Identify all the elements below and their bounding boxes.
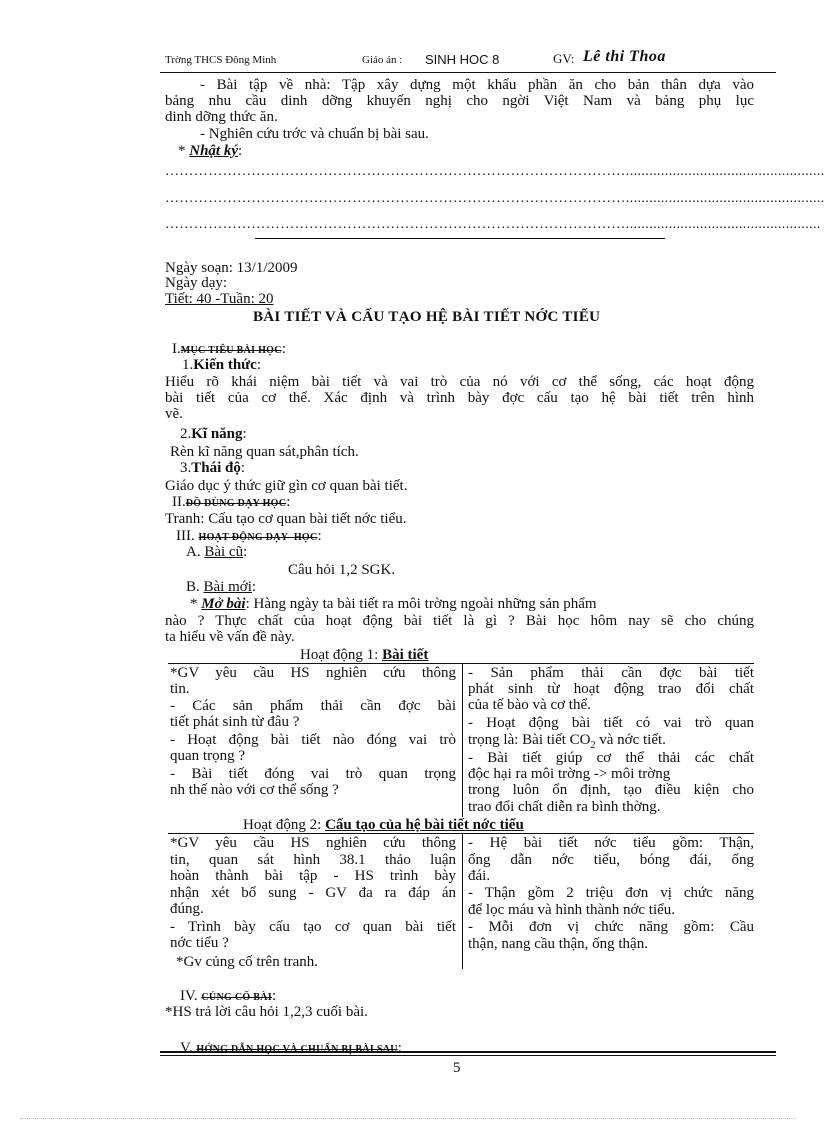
activity2-left-line: *Gv củng cố trên tranh. <box>176 954 319 970</box>
homework-line-2: bảng nhu cầu dinh dỡng khuyến nghị cho ngời Việt Nam và bảng phụ lục <box>165 93 754 109</box>
page-number: 5 <box>453 1060 461 1076</box>
consolidation-colon: : <box>271 988 277 1004</box>
attitude-colon: : <box>240 460 246 476</box>
activities-title: HOẠT ĐỘNG DẠY- HỌC <box>198 532 318 543</box>
activity2-heading <box>243 818 524 833</box>
date-taught: Ngày dạy: <box>165 275 228 291</box>
old-lesson-text: Câu hỏi 1,2 SGK. <box>288 562 396 578</box>
school-name: Trờng THCS Đông Minh <box>165 54 277 66</box>
old-lesson-colon: : <box>243 544 248 560</box>
footer-rule-thick <box>160 1051 776 1053</box>
objectives-heading <box>172 342 286 358</box>
activity1-right-line: độc hại ra môi trờng -> môi trờng <box>468 766 671 782</box>
activity1-left-line: tiết phát sinh từ đâu ? <box>170 714 300 730</box>
materials-text: Tranh: Cấu tạo cơ quan bài tiết nớc tiểu. <box>165 511 407 527</box>
consolidation-num: IV. <box>180 988 198 1004</box>
materials-title: ĐỒ DÙNG DẠY HỌC <box>185 498 287 509</box>
activity1-left-line: - Hoạt động bài tiết nào đóng vai trò <box>170 732 456 748</box>
intro-line-3: ta hiểu về vấn đề này. <box>165 629 295 645</box>
diary-dots-3: …………………………………………………………………………………….................................................. <box>165 217 821 232</box>
materials-num: II. <box>172 494 186 510</box>
old-lesson-heading <box>186 545 247 560</box>
activity1-heading <box>300 648 428 663</box>
intro-line-1 <box>190 597 597 612</box>
diary-colon: : <box>238 143 243 159</box>
knowledge-line-3: vẽ. <box>165 406 183 422</box>
knowledge-heading <box>182 358 261 373</box>
page-header <box>165 48 755 71</box>
activity1-right-line: - Sản phẩm thải cần đợc bài tiết <box>468 665 754 681</box>
diary-label: Nhật ký <box>189 143 238 159</box>
intro-text-1: : Hàng ngày ta bài tiết ra môi trờng ngoài những sản phẩm <box>245 596 597 612</box>
activity2-right-line: thận, nang cầu thận, ống thận. <box>468 936 648 952</box>
homework-line-3: dinh dỡng thức ăn. <box>165 109 278 125</box>
activity1-left-line: *GV yêu cầu HS nghiên cứu thông <box>170 665 456 681</box>
activity2-left-line: - Trình bày cấu tạo cơ quan bài tiết <box>170 919 456 935</box>
activity2-right-line: - Thận gồm 2 triệu đơn vị chức năng <box>468 885 754 901</box>
knowledge-line-2: bài tiết của cơ thể. Xác định và trình bày đợc cấu tạo hệ bài tiết trên hình <box>165 390 754 406</box>
date-prepared: Ngày soạn: 13/1/2009 <box>165 260 298 276</box>
skill-heading <box>180 427 247 442</box>
co2-subscript: 2 <box>590 740 596 751</box>
activity2-column-divider <box>462 833 463 969</box>
activities-heading <box>176 529 322 545</box>
diary-dots-1: ……………………………………………………………………………………................................................... <box>165 164 825 179</box>
activity2-left-line: đúng. <box>170 901 204 917</box>
skill-label: Kĩ năng <box>191 426 243 442</box>
period-week: Tiết: 40 -Tuần: 20 <box>165 291 274 307</box>
activity1-left-line: quan trọng ? <box>170 748 245 764</box>
objectives-num: I. <box>172 341 181 357</box>
skill-text: Rèn kĩ năng quan sát,phân tích. <box>170 444 359 460</box>
materials-colon: : <box>286 494 291 510</box>
co2-text: trọng là: Bài tiết CO <box>468 732 591 748</box>
diary-line <box>178 144 242 159</box>
activity2-table-top <box>168 833 754 834</box>
knowledge-line-1: Hiểu rõ khái niệm bài tiết và vai trò của nó với cơ thể sống, các hoạt động <box>165 374 754 390</box>
activity1-right-line: trao đổi chất diễn ra bình thờng. <box>468 799 661 815</box>
activity1-right-line: - Hoạt động bài tiết có vai trò quan <box>468 715 754 731</box>
lesson-title: BÀI TIẾT VÀ CẤU TẠO HỆ BÀI TIẾT NỚC TIỂU <box>253 309 601 325</box>
objectives-colon: : <box>281 341 286 357</box>
knowledge-num: 1. <box>182 357 194 373</box>
activity1-prefix: Hoạt động 1: <box>300 647 383 663</box>
activities-colon: : <box>317 528 322 544</box>
knowledge-colon: : <box>256 357 262 373</box>
activity1-right-line: phát sinh từ hoạt động trao đổi chất <box>468 681 754 697</box>
attitude-text: Giáo dục ý thức giữ gìn cơ quan bài tiết. <box>165 478 408 494</box>
materials-heading <box>172 495 290 511</box>
activity1-column-divider <box>462 663 463 817</box>
subject-name: SINH HOC 8 <box>425 52 500 67</box>
activity2-right-line: để lọc máu và hình thành nớc tiểu. <box>468 902 676 918</box>
activity2-left-line: hoàn thành bài tập - HS trình bày <box>170 868 456 884</box>
activity2-right-line: đái. <box>468 868 491 884</box>
skill-colon: : <box>242 426 247 442</box>
footer-rule-thin <box>160 1055 776 1056</box>
activity2-right-line: - Hệ bài tiết nớc tiểu gồm: Thận, <box>468 835 754 851</box>
new-lesson-heading <box>186 580 256 595</box>
new-lesson-label: Bài mới <box>203 579 252 595</box>
guidance-colon: : <box>397 1040 402 1056</box>
header-rule <box>160 72 776 73</box>
new-lesson-num: B. <box>186 579 200 595</box>
consolidation-heading <box>180 989 276 1005</box>
intro-label: Mở bài <box>201 596 246 612</box>
activity2-left-line: nhận xét bổ sung - GV đa ra đáp án <box>170 885 456 901</box>
activity2-left-line: tin, quan sát hình 38.1 thảo luận <box>170 852 456 868</box>
lesson-plan-label: Giáo án : <box>362 54 403 66</box>
activity1-right-line: của tế bào và cơ thể. <box>468 697 591 713</box>
diary-star: * <box>178 143 186 159</box>
activity2-left-line: *GV yêu cầu HS nghiên cứu thông <box>170 835 456 851</box>
activity1-right-line: - Bài tiết giúp cơ thể thải các chất <box>468 750 754 766</box>
homework-line-1: - Bài tập về nhà: Tập xây dựng một khẩu phần ăn cho bản thân dựa vào <box>200 77 754 93</box>
objectives-title: MỤC TIÊU BÀI HỌC <box>180 345 282 356</box>
activity1-left-line: - Các sản phẩm thải cần đợc bài <box>170 698 456 714</box>
activity2-left-line: nớc tiểu ? <box>170 935 229 951</box>
research-note: - Nghiên cứu trớc và chuẩn bị bài sau. <box>200 126 429 142</box>
co2-tail: và nớc tiết. <box>595 732 666 748</box>
new-lesson-colon: : <box>251 579 257 595</box>
attitude-num: 3. <box>180 460 192 476</box>
activities-num: III. <box>176 528 195 544</box>
activity2-prefix: Hoạt động 2: <box>243 817 326 833</box>
gv-label: GV: <box>553 51 575 66</box>
page-break-line <box>20 1118 796 1119</box>
activity2-right-line: - Mỗi đơn vị chức năng gồm: Cầu <box>468 919 754 935</box>
guidance-num: V. <box>180 1040 193 1056</box>
guidance-title: HỚNG DẪN HỌC VÀ CHUẨN BỊ BÀI SAU <box>196 1044 398 1055</box>
activity1-table-top <box>168 663 754 664</box>
old-lesson-label: Bài cũ <box>204 544 244 560</box>
attitude-heading <box>180 461 245 476</box>
teacher-name: Lê thi Thoa <box>583 48 666 65</box>
activity1-left-line: nh thế nào với cơ thể sống ? <box>170 782 339 798</box>
diary-dots-2: ……………………………………………………………………………………................................................... <box>165 191 825 206</box>
activity1-title: Bài tiết <box>382 647 429 663</box>
old-lesson-num: A. <box>186 544 201 560</box>
attitude-label: Thái độ <box>191 460 241 476</box>
consolidation-text: *HS trả lời câu hỏi 1,2,3 cuối bài. <box>165 1004 368 1020</box>
intro-star: * <box>190 596 198 612</box>
intro-line-2: nào ? Thực chất của hoạt động bài tiết là gì ? Bài học hôm nay sẽ cho chúng <box>165 613 754 629</box>
section-divider <box>255 238 665 239</box>
activity2-right-line: ống dẫn nớc tiểu, bóng đái, ống <box>468 852 754 868</box>
knowledge-label: Kiến thức <box>193 357 257 373</box>
consolidation-title: CỦNG CỐ BÀI <box>201 992 272 1003</box>
activity1-left-line: - Bài tiết đóng vai trò quan trọng <box>170 766 456 782</box>
activity1-left-line: tin. <box>170 681 190 697</box>
activity1-right-line: trong luôn ổn định, tạo điều kiện cho <box>468 782 754 798</box>
activity2-title: Cấu tạo của hệ bài tiết nớc tiểu <box>325 817 524 833</box>
skill-num: 2. <box>180 426 192 442</box>
